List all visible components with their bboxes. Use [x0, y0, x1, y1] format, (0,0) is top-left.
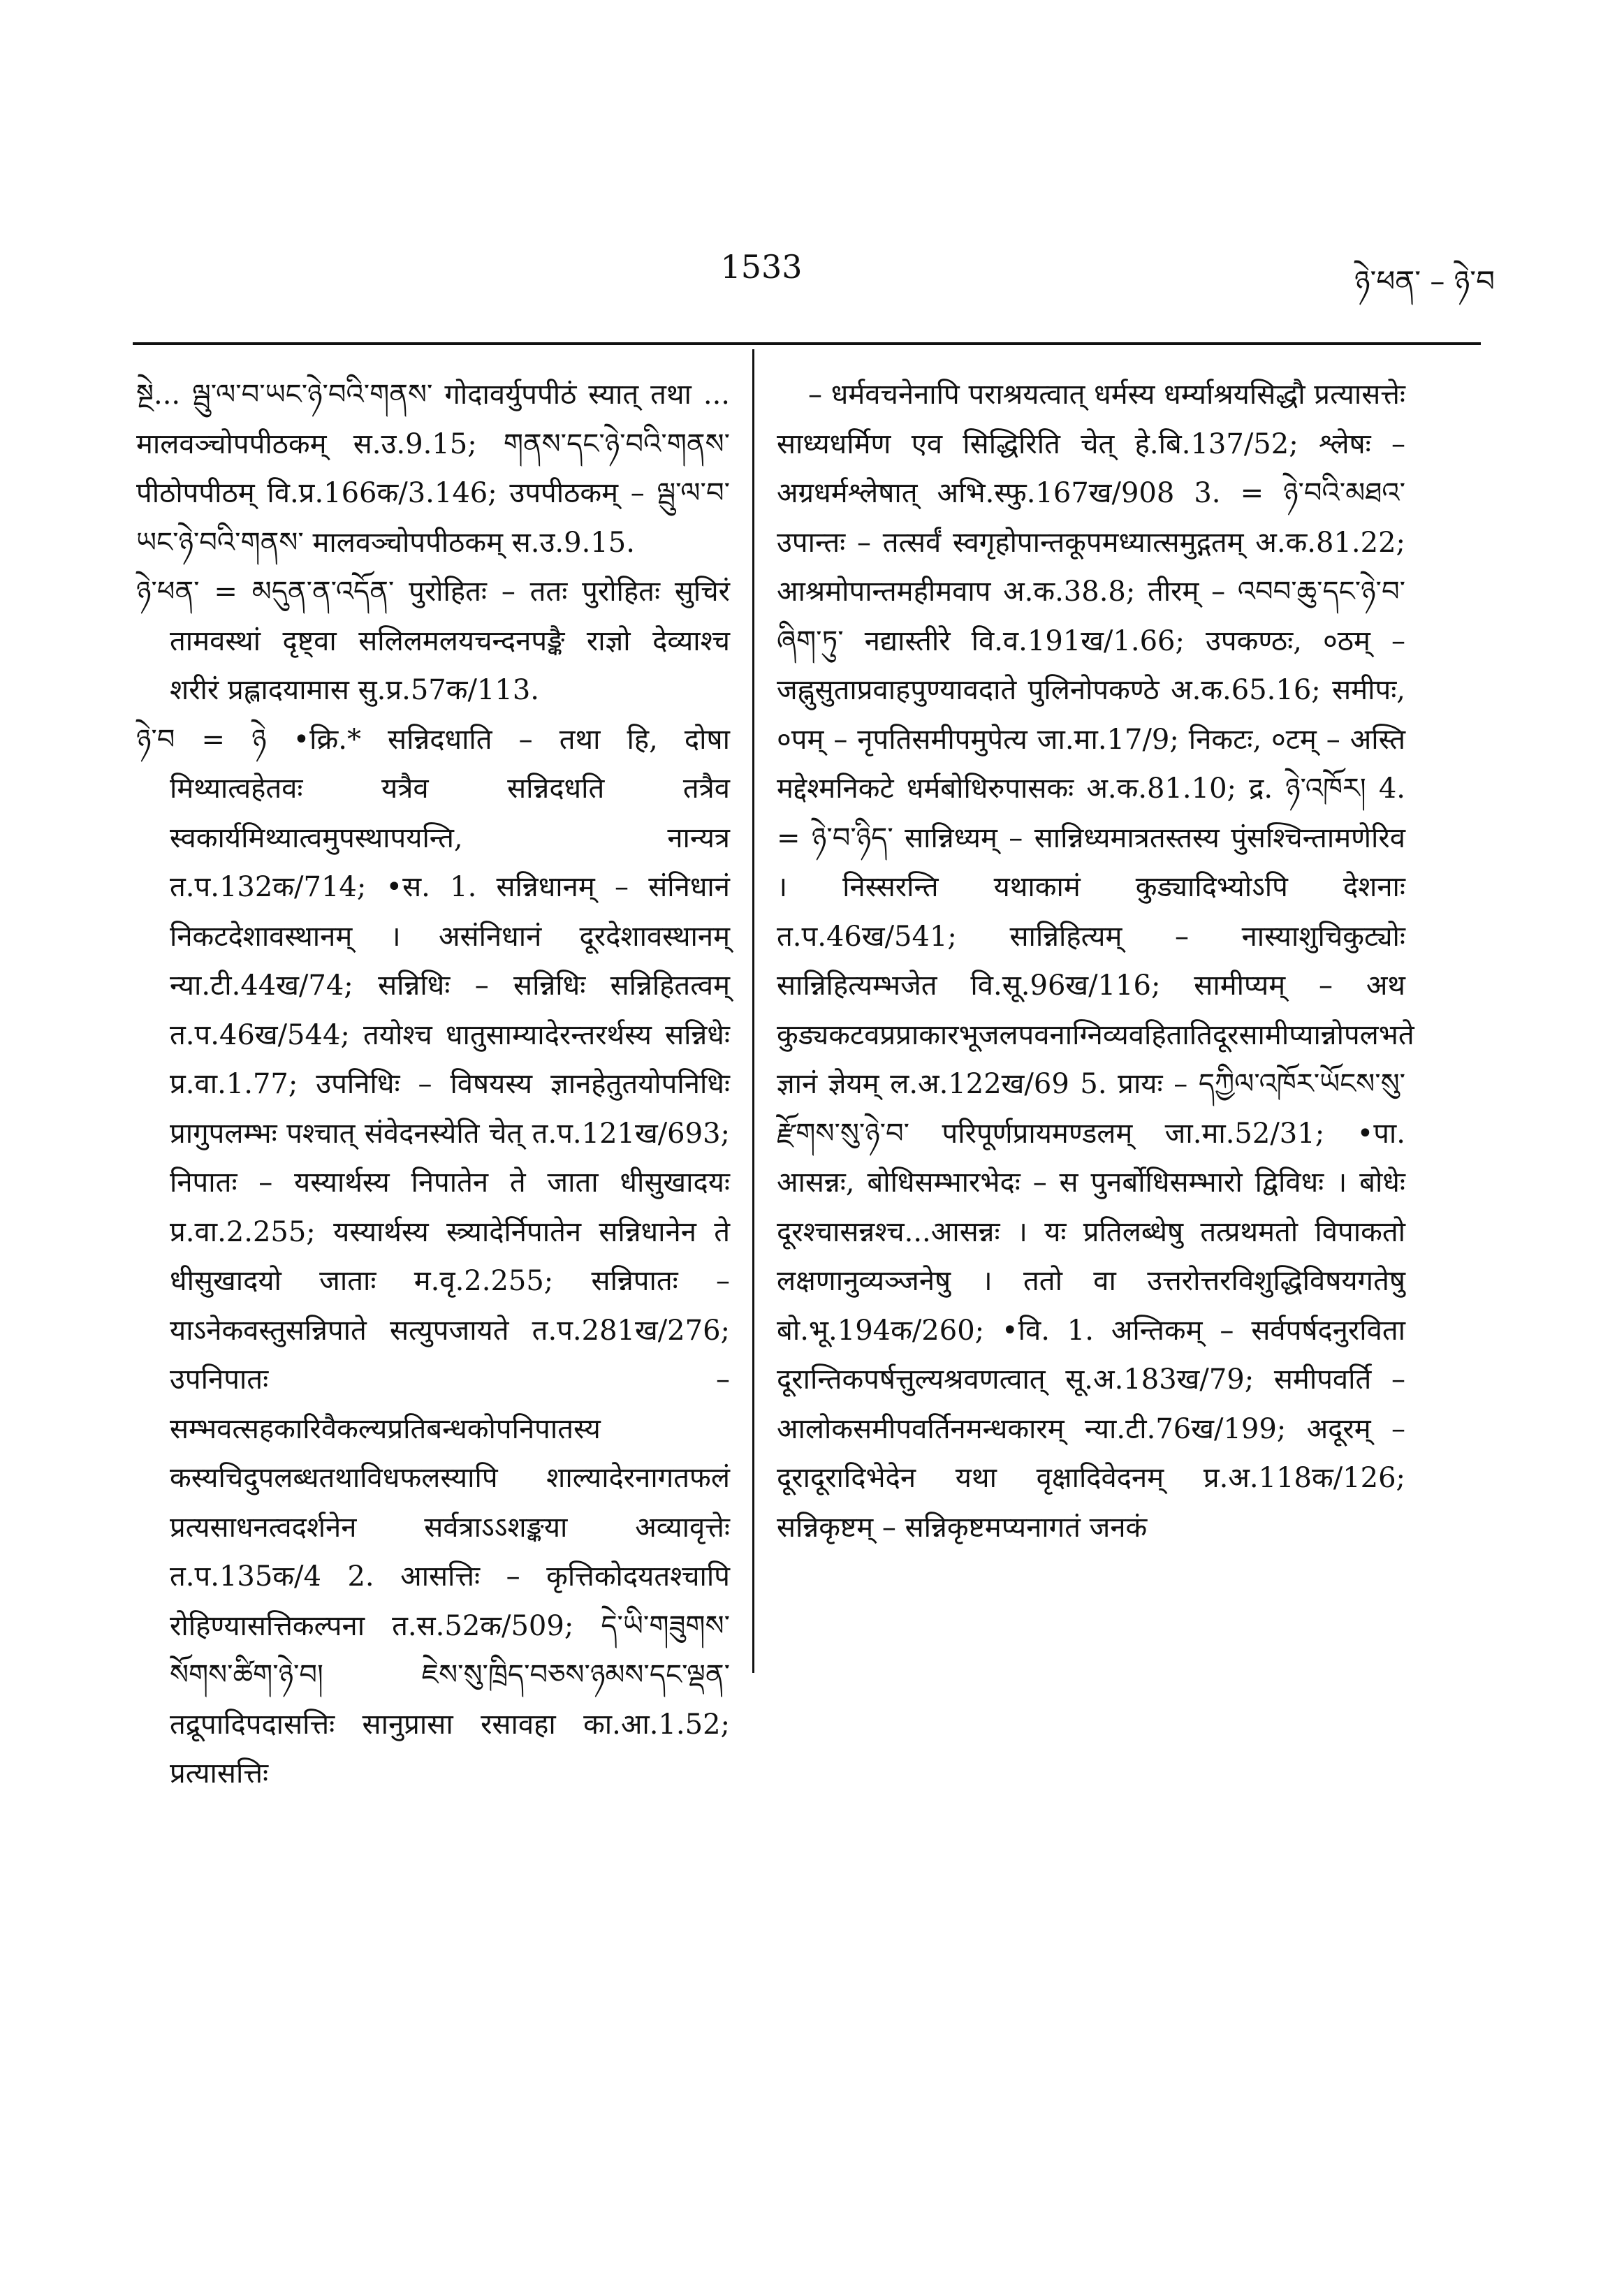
column-divider [752, 349, 754, 1673]
entry-continuation: སྔེ... ལྦུ་ལ་བ་ཡང་ཉེ་བའི་གནས་ गोदावर्युपपीठं स्यात् तथा ... मालवञ्चोपपीठकम् स.उ.9.15; གནས་དང་ཉེ་བའི་གནས་ पीठोपपीठम् वि.प्र.166क/3.146; उपपीठकम् – ལྦུ་ལ་བ་ཡང་ཉེ་བའི་གནས་ मालवञ्चोपपीठकम् स.उ.9.15. [136, 379, 730, 559]
page-number: 1533 [720, 248, 803, 286]
entry-nye-phan: ཉེ་ཕན་ = མདུན་ན་འདོན་ पुरोहितः – ततः पुरोहितः सुचिरं तामवस्थां दृष्ट्वा सलिलमलयचन्दनपङ्कै राज्ञो देव्याश्च शरीरं प्रह्लादयामास सु.प्र.57क/113. [136, 576, 730, 706]
entry-nye-ba: ཉེ་བ = ཉེ •क्रि.* सन्निदधाति – तथा हि, दोषा मिथ्यात्वहेतवः यत्रैव सन्निदधति तत्रैव स्वकार्यमिथ्यात्वमुपस्थापयन्ति, नान्यत्र त.प.132क/714; •स. 1. सन्निधानम् – संनिधानं निकटदेशावस्थानम् । असंनिधानं दूरदेशावस्थानम् न्या.टी.44ख/74; सन्निधिः – सन्निधिः सन्निहितत्वम् त.प.46ख/544; तयोश्च धातुसाम्यादेरन्तरर्थस्य सन्निधेः प्र.वा.1.77; उपनिधिः – विषयस्य ज्ञानहेतुतयोपनिधिः प्रागुपलम्भः पश्चात् संवेदनस्येति चेत् त.प.121ख/693; निपातः – यस्यार्थस्य निपातेन ते जाता धीसुखादयः प्र.वा.2.255; यस्यार्थस्य स्त्र्यादेर्निपातेन सन्निधानेन ते धीसुखादयो जाताः म.वृ.2.255; सन्निपातः – याऽनेकवस्तुसन्निपाते सत्युपजायते त.प.281ख/276; उपनिपातः – सम्भवत्सहकारिवैकल्यप्रतिबन्धकोपनिपातस्य कस्यचिदुपलब्धतथाविधफलस्यापि शाल्यादेरनागतफलं प्रत्यसाधनत्वदर्शनेन सर्वत्राऽऽशङ्कया अव्यावृत्तेः त.प.135क/4 2. आसत्तिः – कृत्तिकोदयतश्चापि रोहिण्यासत्तिकल्पना त.स.52क/509; དེ་ཡི་གཟུགས་སོགས་ཚིག་ཉེ་བ། ཇེས་སུ་ཁྲིད་བཅས་ཉམས་དང་ལྡན་ तद्रूपादिपदासत्तिः सानुप्रासा रसावहा का.आ.1.52; प्रत्यासत्तिः [136, 723, 730, 1790]
header-rule [133, 342, 1481, 345]
left-column [136, 370, 730, 1790]
right-column [777, 370, 1414, 1662]
running-head: ཉེ་ཕན་ – ཉེ་བ [1354, 264, 1495, 298]
entry-nye-ba-continued: – धर्मवचनेनापि पराश्रयत्वात् धर्मस्य धर्म्याश्रयसिद्धौ प्रत्यासत्तेः साध्यधर्मिण एव सिद्धिरिति चेत् हे.बि.137/52; श्लेषः – अग्रधर्मश्लेषात् अभि.स्फु.167ख/908 3. = ཉེ་བའི་མཐའ་ उपान्तः – तत्सर्वं स्वगृहोपान्तकूपमध्यात्समुद्गतम् अ.क.81.22; आश्रमोपान्तमहीमवाप अ.क.38.8; तीरम् – འབབ་ཆུ་དང་ཉེ་བ་ཞིག་ཏུ་ नद्यास्तीरे वि.व.191ख/1.66; उपकण्ठः, ०ठम् – जह्नुसुताप्रवाहपुण्यावदाते पुलिनोपकण्ठे अ.क.65.16; समीपः, ०पम् – नृपतिसमीपमुपेत्य जा.मा.17/9; निकटः, ०टम् – अस्ति मद्देश्मनिकटे धर्मबोधिरुपासकः अ.क.81.10; द्र. ཉེ་འཁོར། 4. = ཉེ་བ་ཉིད་ सान्निध्यम् – सान्निध्यमात्रतस्तस्य पुंसश्चिन्तामणेरिव । निस्सरन्ति यथाकामं कुड्यादिभ्योऽपि देशनाः त.प.46ख/541; सान्निहित्यम् – नास्याशुचिकुट्योः सान्निहित्यम्भजेत वि.सू.96ख/116; सामीप्यम् – अथ कुड्यकटवप्रप्राकारभूजलपवनाग्निव्यवहितातिदूरसामीप्यान्नोपलभते ज्ञानं ज्ञेयम् ल.अ.122ख/69 5. प्रायः – དཀྱིལ་འཁོར་ཡོངས་སུ་རྫོགས་སུ་ཉེ་བ་ परिपूर्णप्रायमण्डलम् जा.मा.52/31; •पा. आसन्नः, बोधिसम्भारभेदः – स पुनर्बोधिसम्भारो द्विविधः । बोधेः दूरश्चासन्नश्च...आसन्नः । यः प्रतिलब्धेषु तत्प्रथमतो विपाकतो लक्षणानुव्यञ्जनेषु । ततो वा उत्तरोत्तरविशुद्धिविषयगतेषु बो.भू.194क/260; •वि. 1. अन्तिकम् – सर्वपर्षदनुरविता दूरान्तिकपर्षत्तुल्यश्रवणत्वात् सू.अ.183ख/79; समीपवर्ति – आलोकसमीपवर्तिनमन्धकारम् न्या.टी.76ख/199; अदूरम् – दूरादूरादिभेदेन यथा वृक्षादिवेदनम् प्र.अ.118क/126; सन्निकृष्टम् – सन्निकृष्टमप्यनागतं जनकं [777, 379, 1414, 1544]
